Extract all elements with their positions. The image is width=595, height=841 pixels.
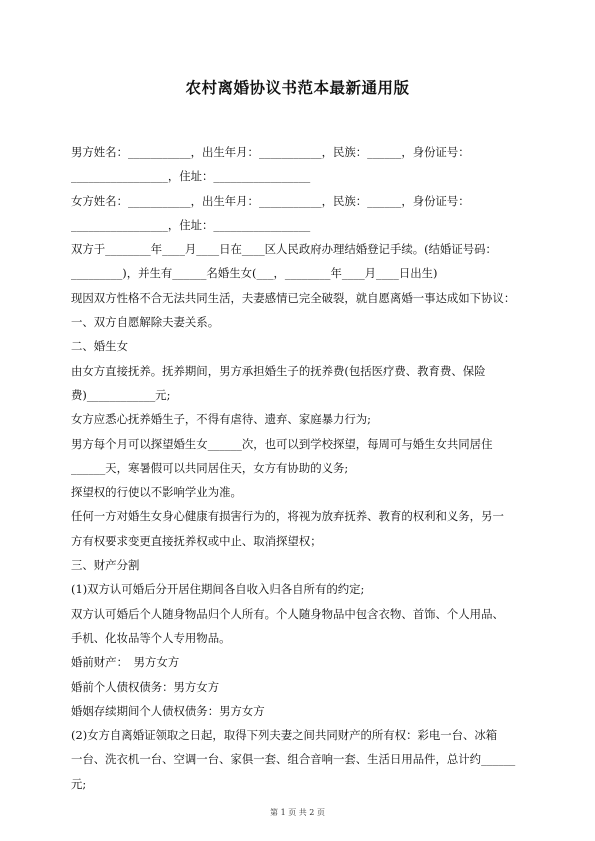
body-line: _________________，住址：_________________ xyxy=(71,217,311,232)
body-line: 探望权的行使以不影响学业为准。 xyxy=(71,485,242,500)
body-line: 元; xyxy=(71,776,87,791)
body-line: 男方姓名：___________，出生年月：___________，民族：______，身份证号： xyxy=(71,145,470,159)
document-title: 农村离婚协议书范本最新通用版 xyxy=(185,79,410,97)
body-line: 婚姻存续期间个人债权债务：男方女方 xyxy=(71,703,265,718)
section-heading: 一、双方自愿解除夫妻关系。 xyxy=(71,315,220,330)
body-line: _________________，住址：_________________ xyxy=(71,169,311,184)
document-body xyxy=(71,140,527,796)
body-line: _________)，并生有______名婚生女(___，________年____月____日出生) xyxy=(71,266,438,281)
body-line: 费)____________元; xyxy=(71,387,171,402)
body-line: 女方应悉心抚养婚生子，不得有虐待、遗弃、家庭暴力行为; xyxy=(71,412,371,427)
body-line: 方有权要求变更直接抚养权或中止、取消探望权； xyxy=(71,533,322,548)
body-line: 双方认可婚后个人随身物品归个人所有。个人随身物品中包含衣物、首饰、个人用品、 xyxy=(71,606,504,621)
body-line: 婚前财产： 男方女方 xyxy=(71,655,180,670)
body-line: 由女方直接抚养。抚养期间，男方承担婚生子的抚养费(包括医疗费、教育费、保险 xyxy=(71,363,486,378)
body-line: 双方于________年____月____日在____区人民政府办理结婚登记手续。(结婚证号码： xyxy=(71,242,497,257)
page-footer: 第 1 页 共 2 页 xyxy=(270,808,325,817)
body-line: 任何一方对婚生女身心健康有损害行为的，将视为放弃抚养、教育的权利和义务，另一 xyxy=(71,509,504,524)
body-line: 一台、洗衣机一台、空调一台、家俱一套、组合音响一套、生活日用品件，总计约______ xyxy=(71,752,516,767)
body-line: 男方每个月可以探望婚生女______次，也可以到学校探望，每周可与婚生女共同居住 xyxy=(71,436,493,451)
body-line: 婚前个人债权债务：男方女方 xyxy=(71,679,220,694)
body-line: (2)女方自离婚证领取之日起，取得下列夫妻之间共同财产的所有权：彩电一台、冰箱 xyxy=(71,728,498,743)
body-line: (1)双方认可婚后分开居住期间各自收入归各自所有的约定; xyxy=(71,582,365,597)
section-heading: 二、婚生女 xyxy=(71,339,128,354)
body-line: 女方姓名：___________，出生年月：___________，民族：______，身份证号： xyxy=(71,193,470,208)
body-line: 手机、化妆品等个人专用物品。 xyxy=(71,630,231,645)
body-line: 现因双方性格不合无法共同生活，夫妻感情已完全破裂，就自愿离婚一事达成如下协议： xyxy=(71,290,516,305)
body-line: ______天，寒暑假可以共同居住天，女方有协助的义务; xyxy=(71,460,349,475)
section-heading: 三、财产分割 xyxy=(71,558,140,573)
